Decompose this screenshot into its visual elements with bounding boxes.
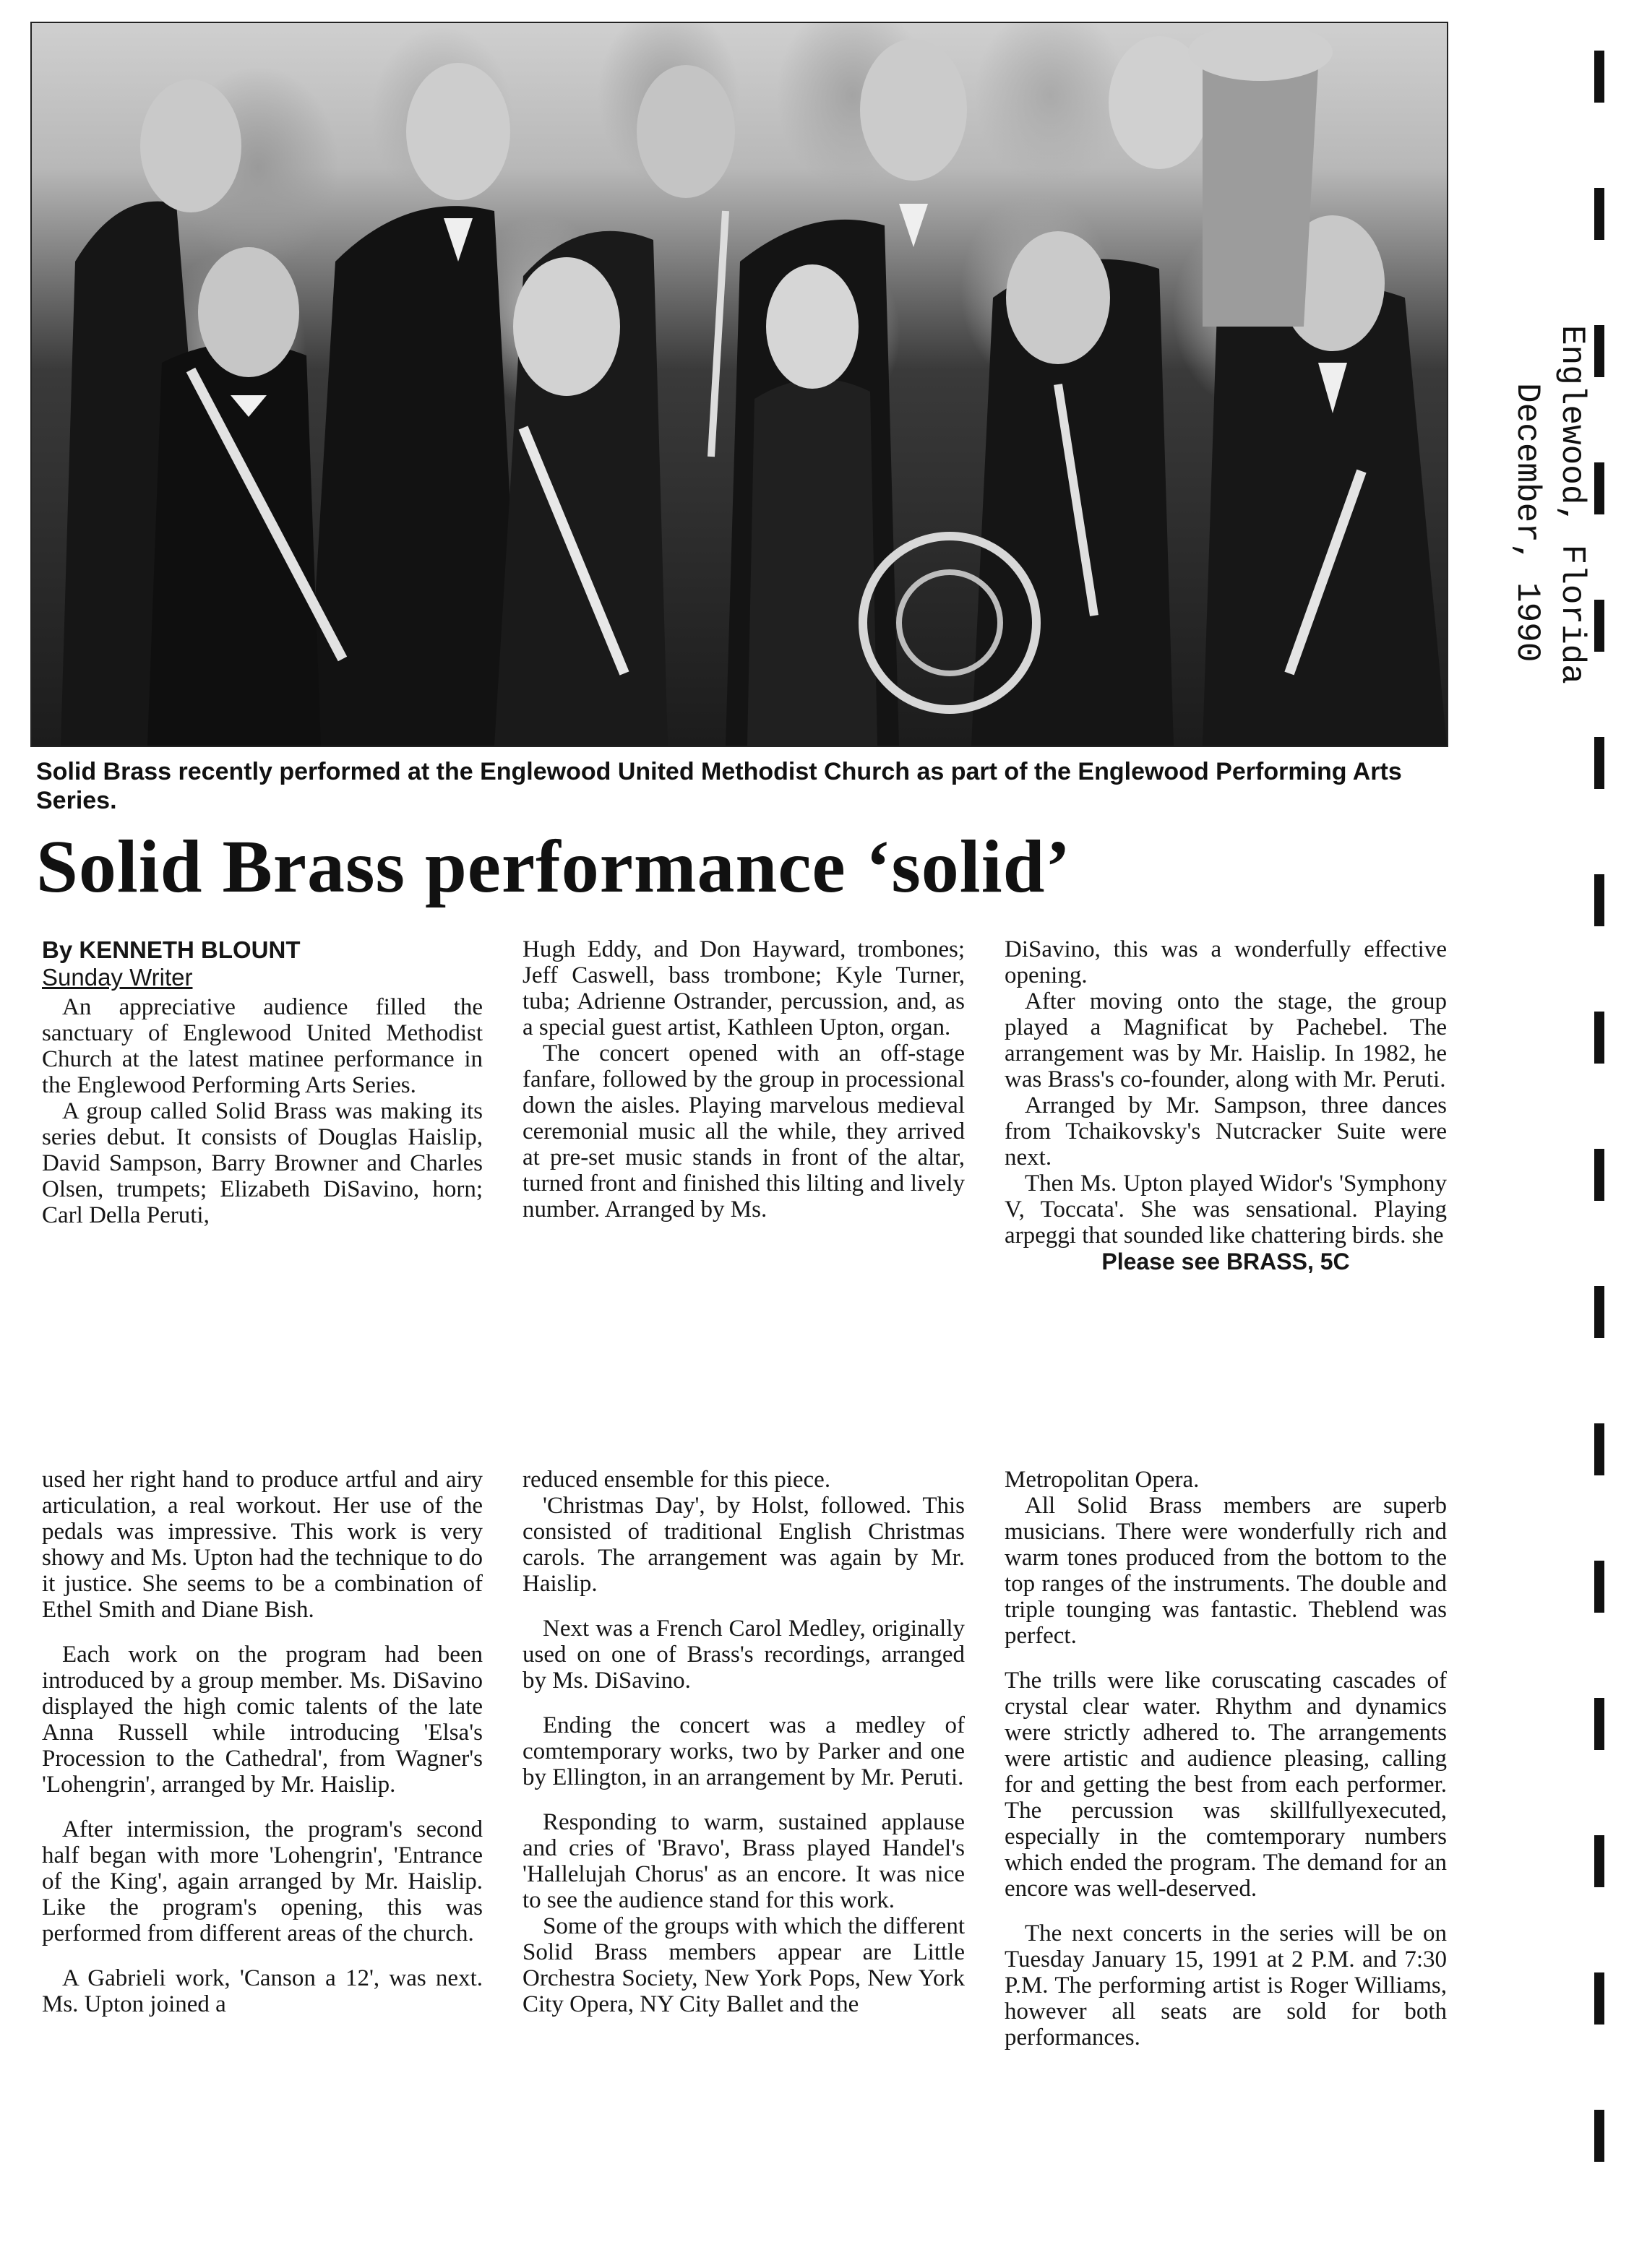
byline-author: By KENNETH BLOUNT	[42, 936, 301, 963]
paragraph: Next was a French Carol Medley, originally used on one of Brass's recordings, arranged by Ms. DiSavino.	[523, 1616, 965, 1694]
paragraph: After intermission, the program's second half began with more 'Lohengrin', 'Entrance of the King', again arranged by Mr. Haislip. Like the program's opening, this was performed from different areas of the church.	[42, 1816, 483, 1946]
edge-mark	[1594, 1012, 1604, 1064]
paragraph: DiSavino, this was a wonderfully effective opening.	[1005, 936, 1447, 988]
continuation-jump: Please see BRASS, 5C	[1101, 1249, 1350, 1275]
dateline-place: Englewood, Florida	[1553, 325, 1591, 684]
edge-mark	[1594, 1698, 1604, 1750]
paragraph: The concert opened with an off-stage fanfare, followed by the group in processional down the aisles. Playing marvelous medieval ceremonial music all the while, they arrived at pre-set music stands in front of the altar, turned front and finished this lilting and lively number. Arranged by Ms.	[523, 1040, 965, 1223]
edge-mark	[1594, 1561, 1604, 1613]
edge-mark	[1594, 874, 1604, 926]
dateline	[1474, 296, 1590, 802]
paragraph: Arranged by Mr. Sampson, three dances from Tchaikovsky's Nutcracker Suite were next.	[1005, 1092, 1447, 1170]
paragraph: Responding to warm, sustained applause and cries of 'Bravo', Brass played Handel's 'Hallelujah Chorus' as an encore. It was nice to see the audience stand for this work.	[523, 1809, 965, 1913]
edge-mark	[1594, 1286, 1604, 1338]
paragraph: After moving onto the stage, the group played a Magnificat by Pachebel. The arrangement was by Mr. Haislip. In 1982, he was Brass's co-founder, along with Mr. Peruti.	[1005, 988, 1447, 1092]
edge-mark	[1594, 2110, 1604, 2162]
paragraph: reduced ensemble for this piece.	[523, 1467, 831, 1493]
scan-edge-marks	[1594, 51, 1609, 2254]
paragraph: A group called Solid Brass was making its series debut. It consists of Douglas Haislip, David Sampson, Barry Browner and Charles Olsen, trumpets; Elizabeth DiSavino, horn; Carl Della Peruti,	[42, 1098, 483, 1228]
paragraph: A Gabrieli work, 'Canson a 12', was next. Ms. Upton joined a	[42, 1965, 483, 2017]
paragraph: used her right hand to produce artful and airy articulation, a real workout. Her use of the pedals was impressive. This work is very showy and Ms. Upton had the technique to do it justice. She seems to be a combination of Ethel Smith and Diane Bish.	[42, 1467, 483, 1623]
edge-mark	[1594, 1423, 1604, 1475]
edge-mark	[1594, 1149, 1604, 1201]
photo-caption: Solid Brass recently performed at the Englewood United Methodist Church as part of the Englewood Performing Arts Series.	[36, 758, 1402, 814]
group-photo	[30, 22, 1448, 747]
paragraph: Some of the groups with which the different Solid Brass members appear are Little Orchestra Society, New York Pops, New York City Opera, NY City Ballet and the	[523, 1913, 965, 2017]
edge-mark	[1594, 1972, 1604, 2025]
paragraph: An appreciative audience filled the sanctuary of Englewood United Methodist Church at the latest matinee performance in the Englewood Performing Arts Series.	[42, 994, 483, 1098]
dateline-date: December, 1990	[1508, 383, 1546, 663]
article-column-3-bottom	[1005, 1467, 1447, 2051]
paragraph: 'Christmas Day', by Holst, followed. This consisted of traditional English Christmas carols. The arrangement was again by Mr. Haislip.	[523, 1493, 965, 1597]
byline-role: Sunday Writer	[42, 964, 193, 991]
edge-mark	[1594, 600, 1604, 652]
edge-mark	[1594, 1835, 1604, 1887]
edge-mark	[1594, 51, 1604, 103]
article-column-3-top	[1005, 936, 1447, 1275]
article-column-2-top	[523, 936, 965, 1223]
article-column-2-bottom	[523, 1467, 965, 2017]
group-photo-icon	[32, 23, 1447, 746]
article-column-1-bottom	[42, 1467, 483, 2017]
edge-mark	[1594, 325, 1604, 377]
paragraph: The trills were like coruscating cascades of crystal clear water. Rhythm and dynamics were strictly adhered to. The arrangements were artistic and audience pleasing, calling for and getting the best from each performer. The percussion was skillfullyexecuted, especially in the comtemporary numbers which ended the program. The demand for an encore was well-deserved.	[1005, 1668, 1447, 1902]
paragraph: Each work on the program had been introduced by a group member. Ms. DiSavino displayed the high comic talents of the late Anna Russell while introducing 'Elsa's Procession to the Cathedral', from Wagner's 'Lohengrin', arranged by Mr. Haislip.	[42, 1642, 483, 1798]
paragraph: Ending the concert was a medley of comtemporary works, two by Parker and one by Ellington, in an arrangement by Mr. Peruti.	[523, 1712, 965, 1790]
edge-mark	[1594, 462, 1604, 514]
paragraph: Metropolitan Opera.	[1005, 1467, 1200, 1493]
edge-mark	[1594, 188, 1604, 240]
byline	[42, 936, 301, 991]
paragraph: Then Ms. Upton played Widor's 'Symphony V, Toccata'. She was sensational. Playing arpeggi that sounded like chattering birds. she	[1005, 1170, 1447, 1249]
paragraph: All Solid Brass members are superb musicians. There were wonderfully rich and warm tones produced from the bottom to the top ranges of the instruments. The double and triple tounging was fantastic. Theblend was perfect.	[1005, 1493, 1447, 1649]
headline: Solid Brass performance ‘solid’	[36, 825, 1072, 908]
paragraph: The next concerts in the series will be on Tuesday January 15, 1991 at 2 P.M. and 7:30 P.M. The performing artist is Roger Williams, however all seats are sold for both performances.	[1005, 1920, 1447, 2051]
paragraph: Hugh Eddy, and Don Hayward, trombones; Jeff Caswell, bass trombone; Kyle Turner, tuba; Adrienne Ostrander, percussion, and, as a special guest artist, Kathleen Upton, organ.	[523, 936, 965, 1040]
edge-mark	[1594, 737, 1604, 789]
article-column-1-top	[42, 994, 483, 1228]
